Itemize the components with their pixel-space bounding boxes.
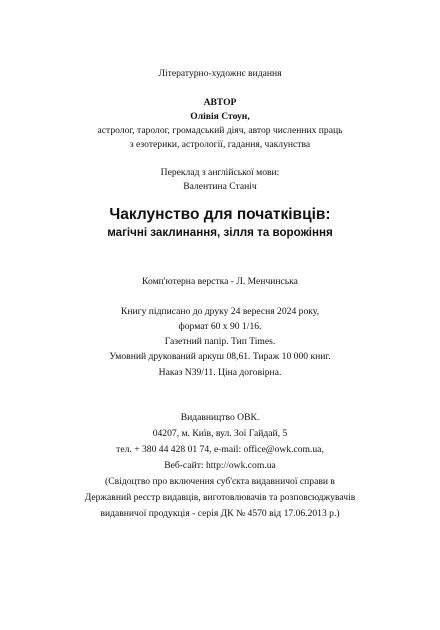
print-info-line-4: Умовний друкований аркуш 08,61. Тираж 10 000 книг. — [109, 351, 331, 362]
publisher-website: Веб-сайт: http://owk.com.ua — [164, 460, 276, 471]
author-bio-line-1: астролог, таролог, громадський діяч, автор численних праць — [97, 125, 343, 136]
translation-label: Переклад з англійської мови: — [160, 167, 280, 178]
book-title: Чаклунство для початківців: — [109, 206, 331, 223]
publisher-certificate-line-2: Державний реєстр видавців, виготовлювачів та розповсюджувачів — [84, 492, 356, 503]
publisher-address: 04207, м. Київ, вул. Зої Гайдай, 5 — [152, 428, 288, 439]
author-bio-line-2: з езотерики, астрології, гадання, чаклунства — [129, 139, 311, 150]
book-subtitle: магічні заклинання, зілля та ворожіння — [107, 226, 333, 239]
publisher-certificate-line-1: (Свідоцтво про включення суб'єкта видавничої справи в — [105, 476, 335, 487]
print-info-line-3: Газетний папір. Тип Times. — [164, 336, 276, 347]
print-info-line-1: Книгу підписано до друку 24 вересня 2024 року, — [120, 306, 319, 317]
translator-name: Валентина Станіч — [183, 181, 257, 192]
author-heading: АВТОР — [203, 97, 237, 108]
author-name: Олівія Стоун, — [190, 111, 250, 122]
publisher-certificate-line-3: видавничої продукція - серія ДК № 4570 від 17.06.2013 р.) — [100, 508, 340, 519]
series-label: Літературно-художнє видання — [158, 68, 282, 79]
print-info-line-5: Наказ N39/11. Ціна договірна. — [158, 367, 282, 378]
print-info-line-2: формат 60 х 90 1/16. — [178, 321, 262, 332]
publisher-name: Видавництво ОВК. — [180, 412, 260, 423]
layout-credit: Комп'ютерна верстка - Л. Менчинська — [142, 276, 298, 287]
publisher-contacts: тел. + 380 44 428 01 74, e-mail: office@owk.com.ua, — [116, 444, 324, 455]
